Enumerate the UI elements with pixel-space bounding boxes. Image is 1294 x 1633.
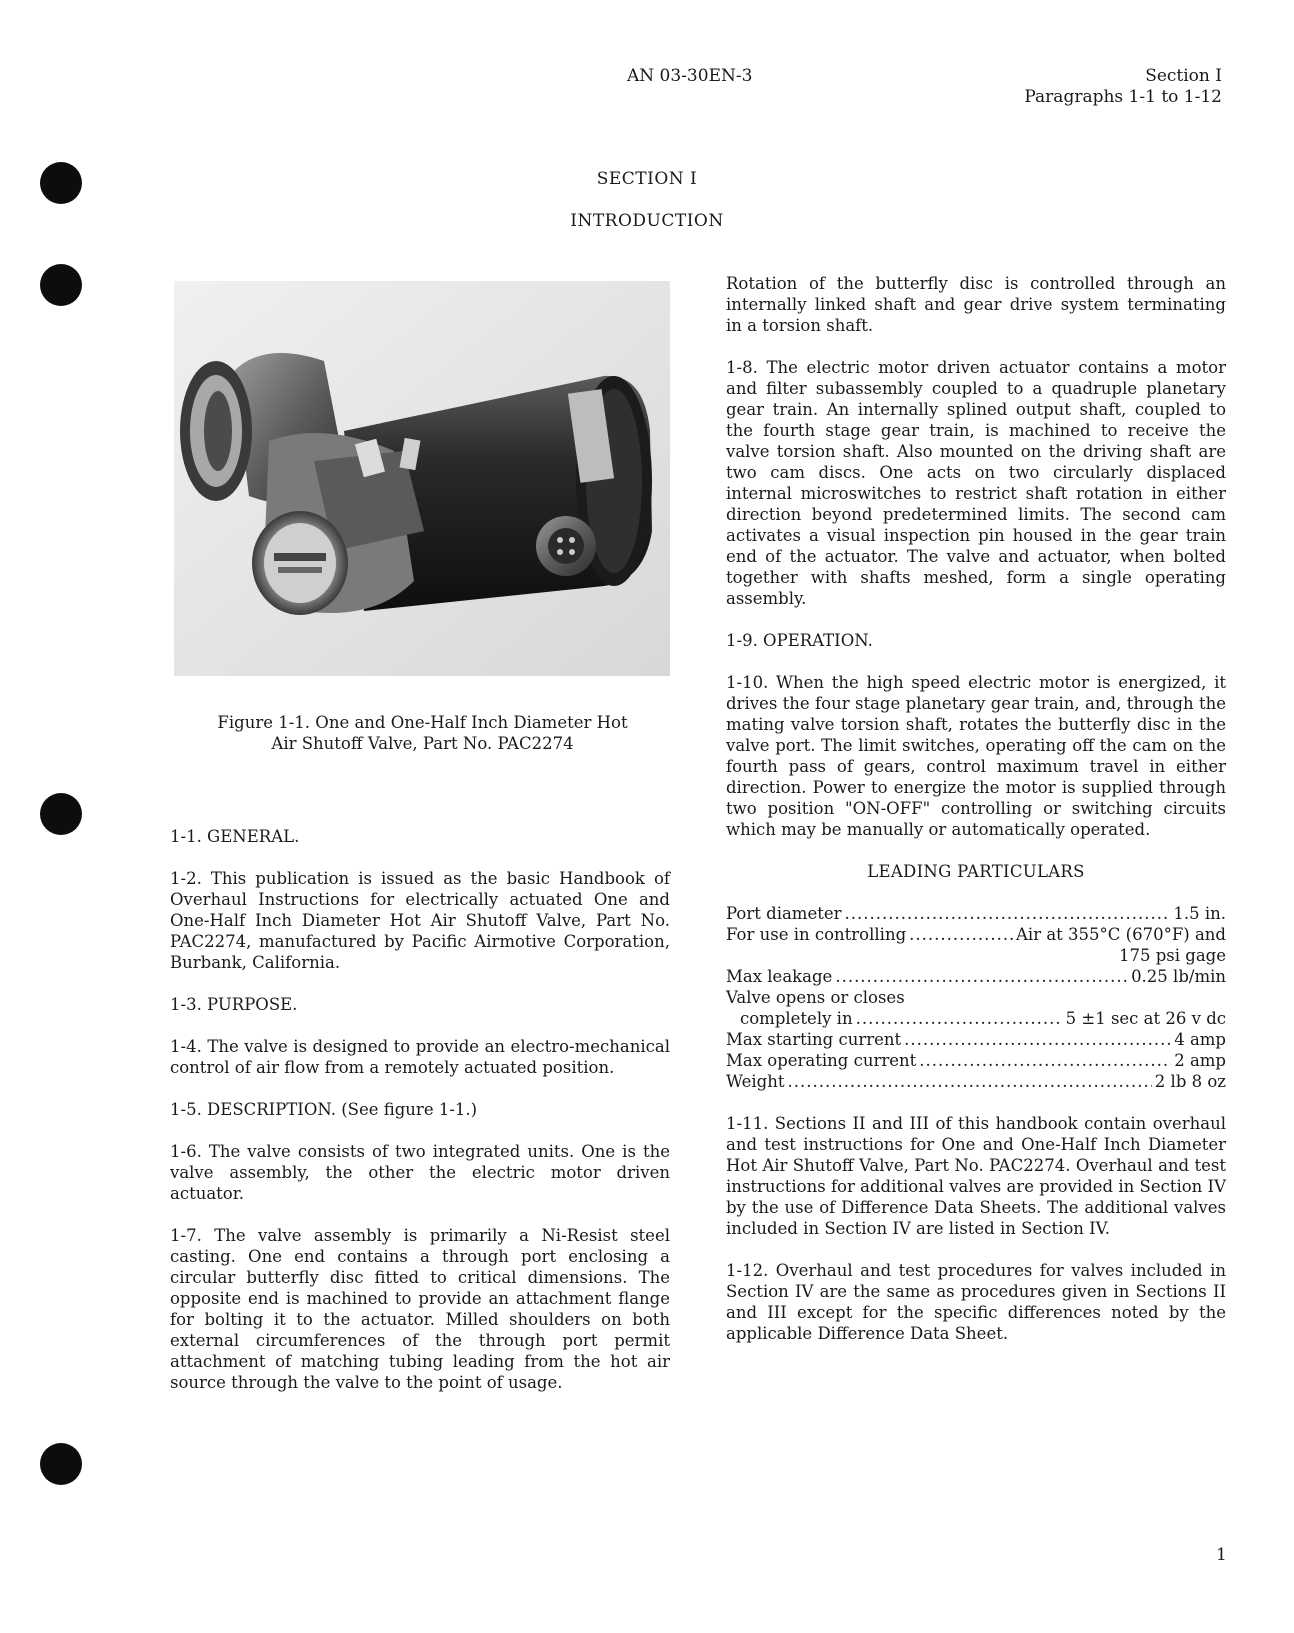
spec-label: Port diameter [726, 904, 842, 923]
doc-number: AN 03-30EN-3 [627, 66, 753, 86]
spec-value-continued: 175 psi gage [1118, 946, 1226, 965]
section-subtitle: INTRODUCTION [570, 211, 724, 231]
spec-leader [919, 1050, 1171, 1071]
spec-label: Max starting current [726, 1030, 902, 1049]
figure-caption-line: Figure 1-1. One and One-Half Inch Diameter Hot [217, 713, 628, 732]
leading-particulars-list [726, 903, 1226, 1092]
section-title: SECTION I [596, 169, 698, 189]
header-section-info [1024, 66, 1222, 108]
heading-purpose: 1-3. PURPOSE. [170, 995, 298, 1014]
figure-caption [165, 712, 680, 754]
valve-illustration [174, 281, 670, 676]
figure-caption-line: Air Shutoff Valve, Part No. PAC2274 [271, 734, 574, 753]
spec-row [726, 966, 1226, 987]
spec-label: Max leakage [726, 967, 833, 986]
spec-row [726, 1071, 1226, 1092]
spec-value: 5 ±1 sec at 26 v dc [1065, 1009, 1226, 1028]
spec-value: 2 lb 8 oz [1154, 1072, 1226, 1091]
header-section: Section I [1145, 66, 1222, 86]
spec-value: Air at 355°C (670°F) and [1016, 925, 1226, 944]
heading-description: 1-5. DESCRIPTION. (See figure 1-1.) [170, 1100, 478, 1119]
paragraph-1-12: 1-12. Overhaul and test procedures for valves included in Section IV are the same as procedures given in Sections II and III except for the specific differences noted by the applicable Difference Data Sheet. [726, 1261, 1226, 1343]
paragraph-1-10: 1-10. When the high speed electric motor is energized, it drives the four stage planetary gear train, and, through the mating valve torsion shaft, rotates the butterfly disc in the valve port. The limit switches, operating off the cam on the fourth pass of gears, control maximum travel in either direction. Power to energize the motor is supplied through two position "ON-OFF" controlling or switching circuits which may be manually or automatically operated. [726, 673, 1226, 839]
spec-value: 1.5 in. [1173, 904, 1226, 923]
header-paragraphs: Paragraphs 1-1 to 1-12 [1024, 87, 1222, 107]
spec-label: completely in [740, 1009, 853, 1028]
paragraph-continued: Rotation of the butterfly disc is controlled through an internally linked shaft and gear drive system terminating in a torsion shaft. [726, 274, 1226, 335]
paragraph-1-7: 1-7. The valve assembly is primarily a Ni-Resist steel casting. One end contains a through port enclosing a circular butterfly disc fitted to critical dimensions. The opposite end is machined to provide an attachment flange for bolting it to the actuator. Milled shoulders on both external circumferences of the through port permit attachment of matching tubing leading from the hot air source through the valve to the point of usage. [170, 1226, 670, 1392]
binder-hole [40, 264, 82, 306]
spec-label: Weight [726, 1072, 785, 1091]
paragraph-1-2: 1-2. This publication is issued as the basic Handbook of Overhaul Instructions for electrically actuated One and One-Half Inch Diameter Hot Air Shutoff Valve, Part No. PAC2274, manufactured by Pacific Airmotive Corporation, Burbank, California. [170, 869, 670, 972]
spec-value: 2 amp [1174, 1051, 1226, 1070]
spec-leader [787, 1071, 1151, 1092]
binder-hole [40, 793, 82, 835]
spec-leader [835, 966, 1128, 987]
binder-hole [40, 1443, 82, 1485]
left-column [170, 826, 670, 1414]
leading-particulars-title: LEADING PARTICULARS [867, 862, 1085, 881]
spec-row [726, 1050, 1226, 1071]
spec-row [726, 1029, 1226, 1050]
spec-leader [845, 903, 1171, 924]
page-number: 1 [1216, 1545, 1227, 1565]
spec-leader [856, 1008, 1063, 1029]
valve-photo [174, 281, 670, 676]
paragraph-1-4: 1-4. The valve is designed to provide an electro-mechanical control of air flow from a remotely actuated position. [170, 1037, 670, 1077]
spec-value: 0.25 lb/min [1131, 967, 1226, 986]
spec-label: Max operating current [726, 1051, 917, 1070]
paragraph-1-11: 1-11. Sections II and III of this handbook contain overhaul and test instructions for One and One-Half Inch Diameter Hot Air Shutoff Valve, Part No. PAC2274. Overhaul and test instructions for additional valves are provided in Section IV by the use of Difference Data Sheets. The additional valves included in Section IV are listed in Section IV. [726, 1114, 1226, 1238]
spec-row [726, 1008, 1226, 1029]
spec-row [726, 924, 1226, 945]
heading-operation: 1-9. OPERATION. [726, 631, 873, 650]
spec-leader [909, 924, 1013, 945]
spec-row [726, 903, 1226, 924]
spec-leader [904, 1029, 1171, 1050]
spec-value: 4 amp [1174, 1030, 1226, 1049]
heading-general: 1-1. GENERAL. [170, 827, 300, 846]
paragraph-1-8: 1-8. The electric motor driven actuator contains a motor and filter subassembly coupled to a quadruple planetary gear train. An internally splined output shaft, coupled to the fourth stage gear train, is machined to receive the valve torsion shaft. Also mounted on the driving shaft are two cam discs. One acts on two circularly displaced internal microswitches to restrict shaft rotation in either direction beyond predetermined limits. The second cam activates a visual inspection pin housed in the gear train end of the actuator. The valve and actuator, when bolted together with shafts meshed, form a single operating assembly. [726, 358, 1226, 608]
spec-label: For use in controlling [726, 925, 907, 944]
spec-label: Valve opens or closes [726, 988, 905, 1007]
paragraph-1-6: 1-6. The valve consists of two integrated units. One is the valve assembly, the other the electric motor driven actuator. [170, 1142, 670, 1203]
right-column [726, 273, 1226, 1365]
